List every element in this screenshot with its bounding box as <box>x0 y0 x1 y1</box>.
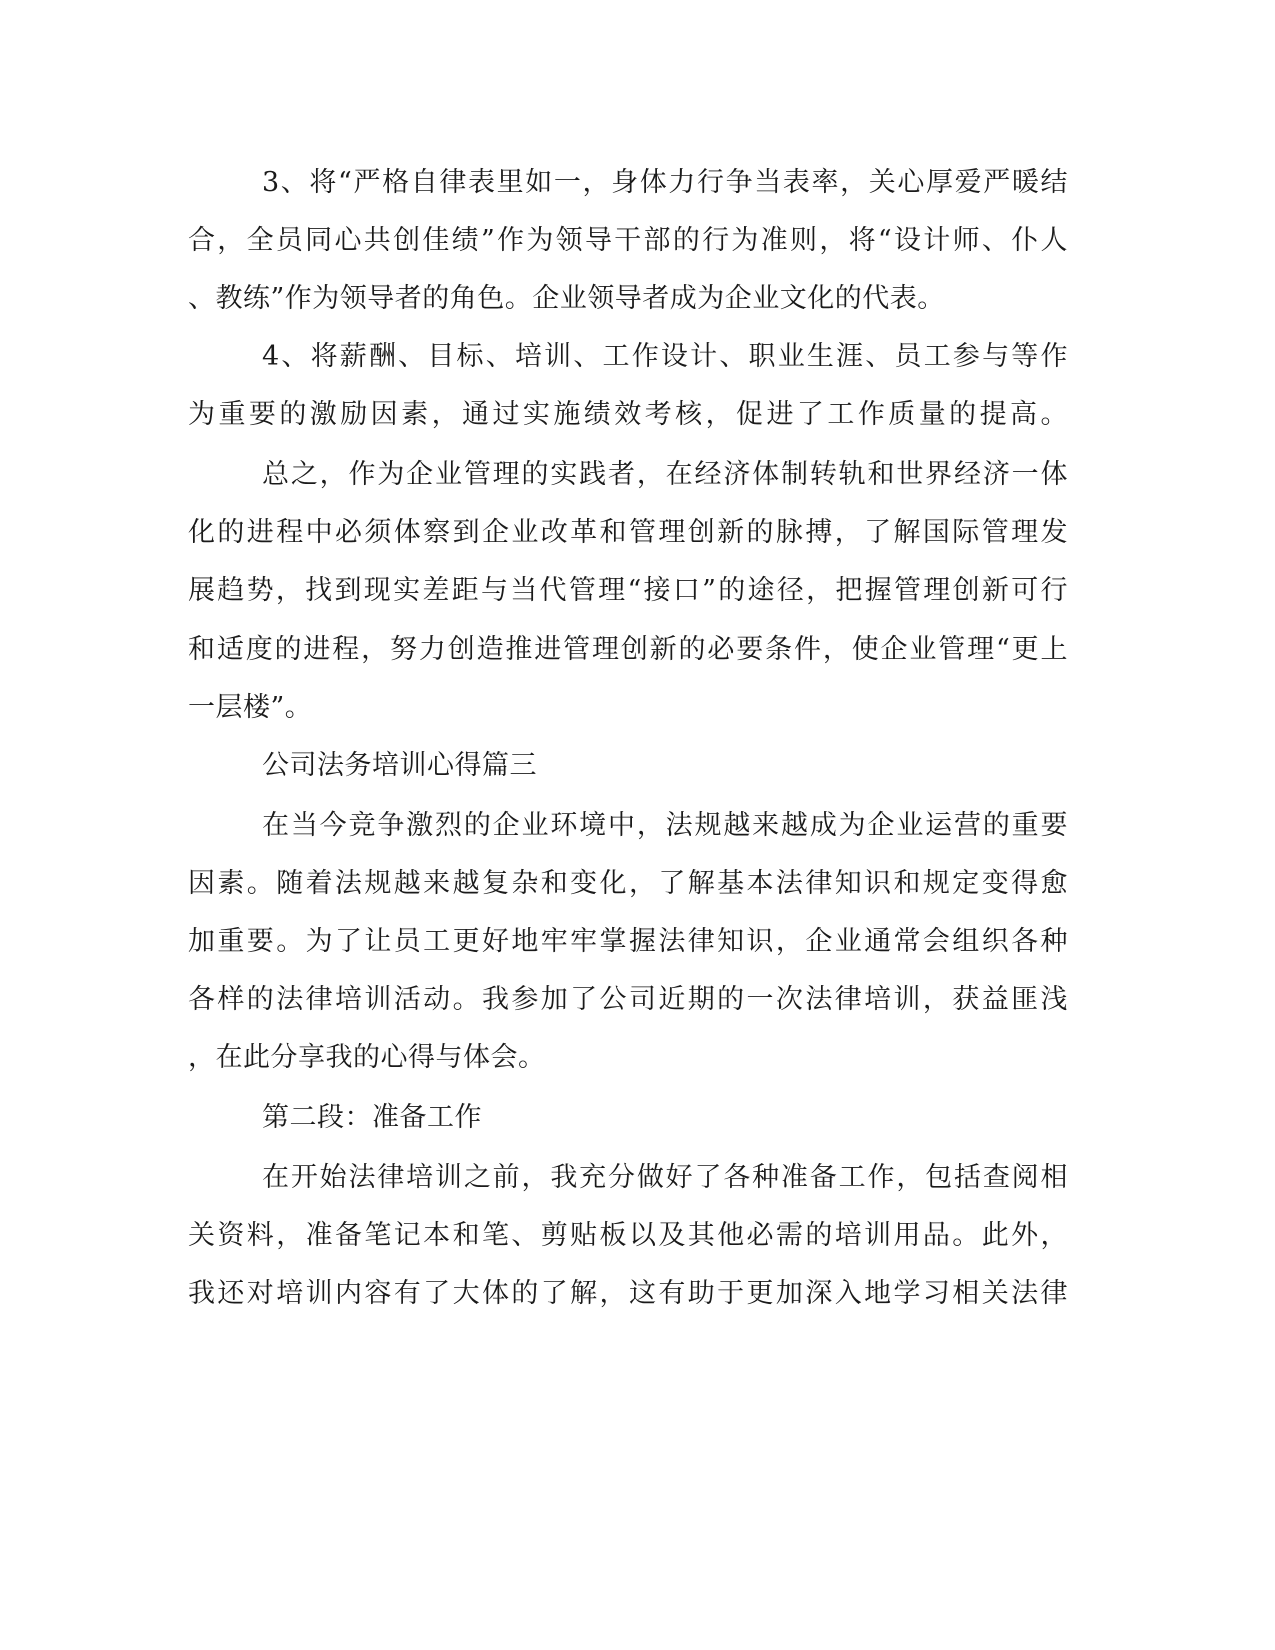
text-line: 和适度的进程，努力创造推进管理创新的必要条件，使企业管理“更上 <box>188 634 1068 665</box>
text-line: 4、将薪酬、目标、培训、工作设计、职业生涯、员工参与等作 <box>262 341 1068 372</box>
text-line: 在开始法律培训之前，我充分做好了各种准备工作，包括查阅相 <box>262 1162 1068 1193</box>
section-heading: 第二段：准备工作 <box>262 1102 482 1133</box>
text-line: 合，全员同心共创佳绩”作为领导干部的行为准则，将“设计师、仆人 <box>188 225 1068 256</box>
text-line: 为重要的激励因素，通过实施绩效考核，促进了工作质量的提高。 <box>188 399 1068 430</box>
text-line: 展趋势，找到现实差距与当代管理“接口”的途径，把握管理创新可行 <box>188 575 1068 606</box>
text-line: 加重要。为了让员工更好地牢牢掌握法律知识，企业通常会组织各种 <box>188 926 1068 957</box>
text-line: 一层楼”。 <box>188 692 313 723</box>
text-line: 在当今竞争激烈的企业环境中，法规越来越成为企业运营的重要 <box>262 810 1068 841</box>
text-line: 因素。随着法规越来越复杂和变化，了解基本法律知识和规定变得愈 <box>188 868 1068 899</box>
text-line: 关资料，准备笔记本和笔、剪贴板以及其他必需的培训用品。此外， <box>188 1220 1068 1251</box>
text-line: 我还对培训内容有了大体的了解，这有助于更加深入地学习相关法律 <box>188 1278 1068 1309</box>
section-heading: 公司法务培训心得篇三 <box>262 750 537 781</box>
text-line: 各样的法律培训活动。我参加了公司近期的一次法律培训，获益匪浅 <box>188 984 1068 1015</box>
text-line: 化的进程中必须体察到企业改革和管理创新的脉搏，了解国际管理发 <box>188 517 1068 548</box>
text-line: 、教练”作为领导者的角色。企业领导者成为企业文化的代表。 <box>188 283 945 314</box>
text-line: ，在此分享我的心得与体会。 <box>188 1042 546 1073</box>
text-line: 3、将“严格自律表里如一，身体力行争当表率，关心厚爱严暖结 <box>262 167 1068 198</box>
text-line: 总之，作为企业管理的实践者，在经济体制转轨和世界经济一体 <box>262 459 1068 490</box>
